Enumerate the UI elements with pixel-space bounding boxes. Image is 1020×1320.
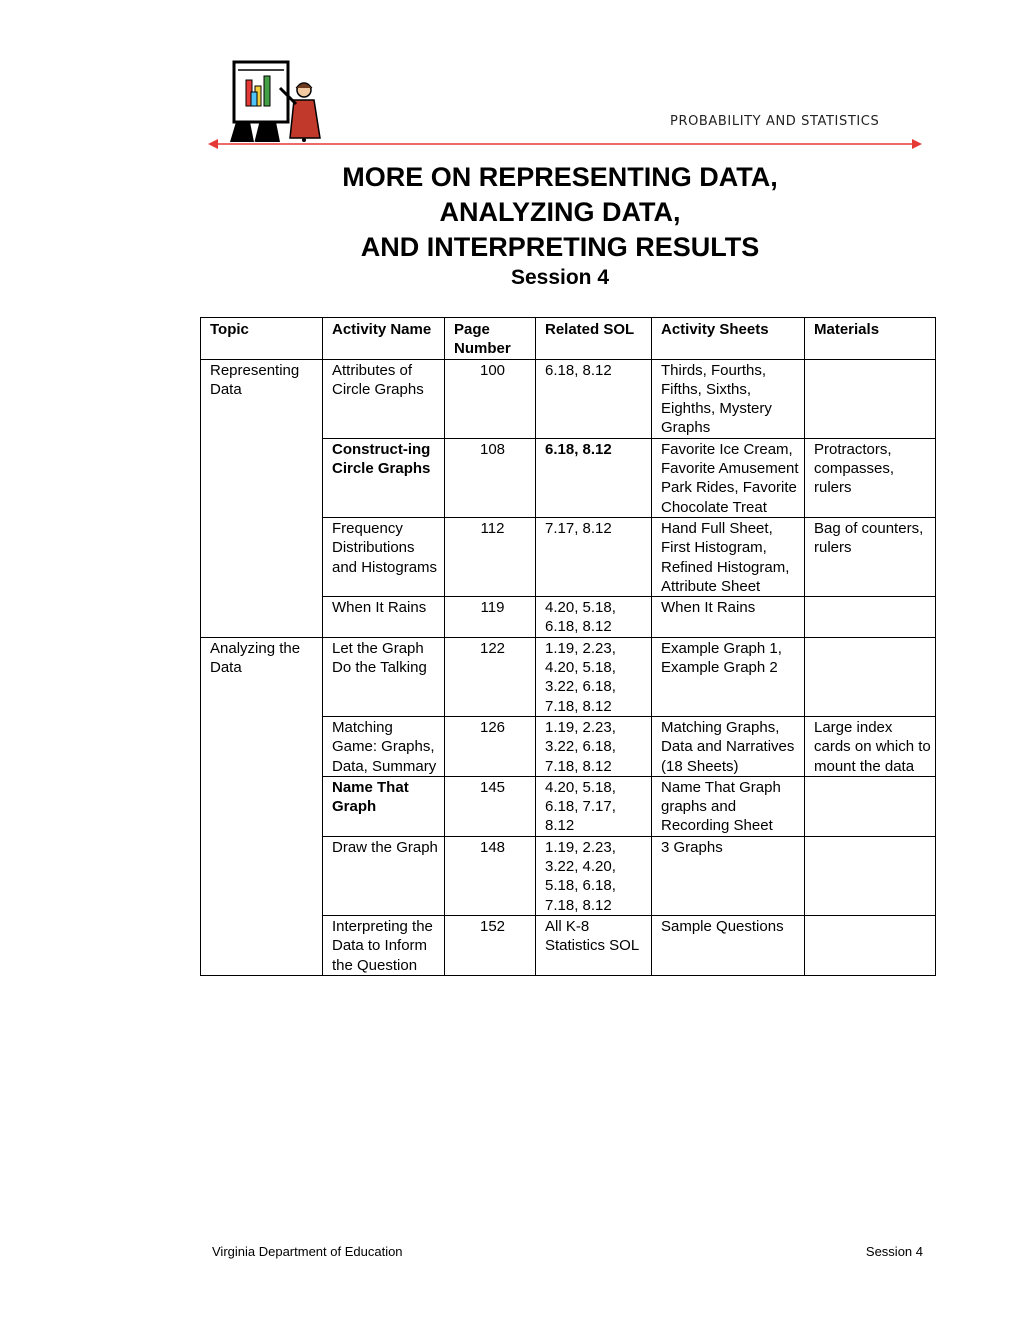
page-number-cell: 148	[445, 836, 536, 915]
page-number-cell: 119	[445, 597, 536, 638]
materials-cell: Protractors, compasses, rulers	[805, 438, 936, 517]
related-sol-cell: 1.19, 2.23, 3.22, 6.18, 7.18, 8.12	[536, 716, 652, 776]
related-sol-cell: 1.19, 2.23, 3.22, 4.20, 5.18, 6.18, 7.18, 8.12	[536, 836, 652, 915]
materials-cell	[805, 359, 936, 438]
table-row	[201, 637, 936, 716]
title-line-3: AND INTERPRETING RESULTS	[360, 232, 760, 262]
related-sol-cell: 6.18, 8.12	[536, 438, 652, 517]
activity-name-cell: Draw the Graph	[323, 836, 445, 915]
header-related-sol: Related SOL	[536, 318, 652, 360]
activity-name-cell: Attributes of Circle Graphs	[323, 359, 445, 438]
page-number-cell: 145	[445, 776, 536, 836]
page-title	[260, 160, 860, 265]
activity-name-cell: Construct-ing Circle Graphs	[323, 438, 445, 517]
activity-name-cell: Matching Game: Graphs, Data, Summary	[323, 716, 445, 776]
table-header-row	[201, 318, 936, 360]
activity-sheets-cell: Favorite Ice Cream, Favorite Amusement Park Rides, Favorite Chocolate Treat	[652, 438, 805, 517]
page-number-cell: 108	[445, 438, 536, 517]
session-subtitle: Session 4	[510, 266, 610, 289]
materials-cell	[805, 836, 936, 915]
title-line-2: ANALYZING DATA,	[439, 197, 681, 227]
header-activity-sheets: Activity Sheets	[652, 318, 805, 360]
activity-sheets-cell: Hand Full Sheet, First Histogram, Refined Histogram, Attribute Sheet	[652, 517, 805, 596]
related-sol-cell: 1.19, 2.23, 4.20, 5.18, 3.22, 6.18, 7.18, 8.12	[536, 637, 652, 716]
activity-sheets-cell: Sample Questions	[652, 915, 805, 975]
double-arrow-rule	[208, 137, 922, 151]
header-materials: Materials	[805, 318, 936, 360]
activity-sheets-cell: Name That Graph graphs and Recording Sheet	[652, 776, 805, 836]
materials-cell: Large index cards on which to mount the data	[805, 716, 936, 776]
footer-organization: Virginia Department of Education	[212, 1244, 403, 1259]
table-row	[201, 359, 936, 438]
activity-name-cell: Let the Graph Do the Talking	[323, 637, 445, 716]
materials-cell	[805, 637, 936, 716]
page-number-cell: 152	[445, 915, 536, 975]
section-label: PROBABILITY AND STATISTICS	[670, 114, 880, 129]
activity-name-cell: Frequency Distributions and Histograms	[323, 517, 445, 596]
related-sol-cell: All K-8 Statistics SOL	[536, 915, 652, 975]
presenter-chart-logo	[228, 58, 328, 142]
page-number-cell: 100	[445, 359, 536, 438]
footer-session: Session 4	[865, 1244, 923, 1259]
header-activity-name: Activity Name	[323, 318, 445, 360]
topic-cell: Representing Data	[201, 359, 323, 637]
activity-sheets-cell: Thirds, Fourths, Fifths, Sixths, Eighths, Mystery Graphs	[652, 359, 805, 438]
materials-cell: Bag of counters, rulers	[805, 517, 936, 596]
activity-name-cell: Interpreting the Data to Inform the Question	[323, 915, 445, 975]
related-sol-cell: 4.20, 5.18, 6.18, 7.17, 8.12	[536, 776, 652, 836]
title-line-1: MORE ON REPRESENTING DATA,	[342, 162, 778, 192]
activity-sheets-cell: Matching Graphs, Data and Narratives (18 Sheets)	[652, 716, 805, 776]
header-page-number: Page Number	[445, 318, 536, 360]
activity-sheets-cell: 3 Graphs	[652, 836, 805, 915]
related-sol-cell: 4.20, 5.18, 6.18, 8.12	[536, 597, 652, 638]
activities-table	[200, 317, 936, 976]
header-topic: Topic	[201, 318, 323, 360]
materials-cell	[805, 915, 936, 975]
page-number-cell: 126	[445, 716, 536, 776]
page-number-cell: 112	[445, 517, 536, 596]
related-sol-cell: 6.18, 8.12	[536, 359, 652, 438]
activity-name-cell: Name That Graph	[323, 776, 445, 836]
activity-name-cell: When It Rains	[323, 597, 445, 638]
materials-cell	[805, 597, 936, 638]
topic-cell: Analyzing the Data	[201, 637, 323, 975]
materials-cell	[805, 776, 936, 836]
activity-sheets-cell: Example Graph 1, Example Graph 2	[652, 637, 805, 716]
activity-sheets-cell: When It Rains	[652, 597, 805, 638]
related-sol-cell: 7.17, 8.12	[536, 517, 652, 596]
page-number-cell: 122	[445, 637, 536, 716]
